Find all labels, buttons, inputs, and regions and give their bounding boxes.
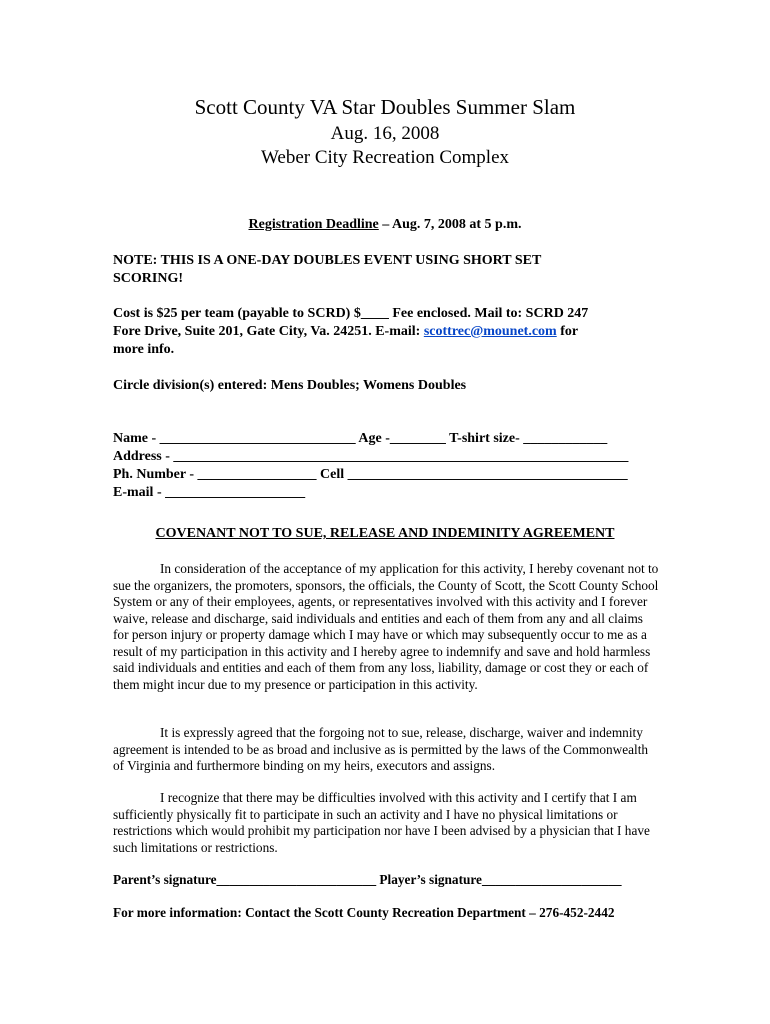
agreement-paragraph-3: I recognize that there may be difficulties involved with this activity and I certify that I am sufficiently physically fit to participate in such an activity and I have no physical limitations or restrictions which would prohibit my participation nor have I been advised by a physician that I have such limitations or restrictions.: [113, 790, 650, 855]
address-field[interactable]: Address - _________________________________________________________________: [113, 449, 629, 464]
email-field[interactable]: E-mail - ____________________: [113, 485, 306, 500]
deadline-label: Registration Deadline: [248, 217, 379, 232]
event-title: Scott County VA Star Doubles Summer Slam: [194, 95, 576, 119]
note-line-2: SCORING!: [113, 271, 184, 286]
participant-form: [113, 430, 673, 502]
note-line-1: NOTE: THIS IS A ONE-DAY DOUBLES EVENT USING SHORT SET: [113, 253, 542, 268]
cost-line-1: Cost is $25 per team (payable to SCRD) $____ Fee enclosed. Mail to: SCRD 247: [113, 306, 589, 321]
event-venue: Weber City Recreation Complex: [260, 147, 510, 168]
name-field[interactable]: Name - ____________________________ Age -________ T-shirt size- ____________: [113, 431, 608, 446]
phone-field[interactable]: Ph. Number - _________________ Cell ________________________________________: [113, 467, 628, 482]
email-link[interactable]: scottrec@mounet.com: [423, 324, 557, 339]
signature-lines[interactable]: Parent’s signature________________________ Player’s signature_____________________: [113, 872, 622, 887]
cost-line-2: Fore Drive, Suite 201, Gate City, Va. 24251. E-mail: scottrec@mounet.com for: [113, 324, 579, 339]
event-date: Aug. 16, 2008: [330, 123, 440, 144]
registration-deadline: [0, 216, 770, 234]
cost-line-3: more info.: [113, 342, 175, 357]
note: [113, 252, 658, 288]
agreement-paragraph-2: It is expressly agreed that the forgoing not to sue, release, discharge, waiver and indemnity agreement is intended to be as broad and inclusive as is permitted by the laws of the Commonwealth of Virginia and furthermore binding on my heirs, executors and assigns.: [113, 725, 649, 773]
deadline-value: – Aug. 7, 2008 at 5 p.m.: [378, 217, 522, 232]
agreement-paragraph-1: In consideration of the acceptance of my application for this activity, I hereby covenant not to sue the organizers, the promoters, sponsors, the officials, the County of Scott, the Scott County School System or any of their employees, agents, or representatives involved with this activity and I forever waive, release and discharge, said individuals and entities and each of them from any and all claims for person injury or property damage which I may have or which may subsequently occur to me as a result of my participation in this activity and I hereby agree to indemnify and save and hold harmless said individuals and entities and each of them from any loss, liability, damage or cost they or each of them might incur due to my presence or participation in this activity.: [113, 561, 659, 692]
cost-info: [113, 305, 673, 359]
footer-contact: For more information: Contact the Scott County Recreation Department – 276-452-2442: [113, 905, 615, 920]
division-selection: Circle division(s) entered: Mens Doubles; Womens Doubles: [113, 378, 467, 393]
agreement-heading: COVENANT NOT TO SUE, RELEASE AND INDEMINITY AGREEMENT: [155, 526, 615, 541]
